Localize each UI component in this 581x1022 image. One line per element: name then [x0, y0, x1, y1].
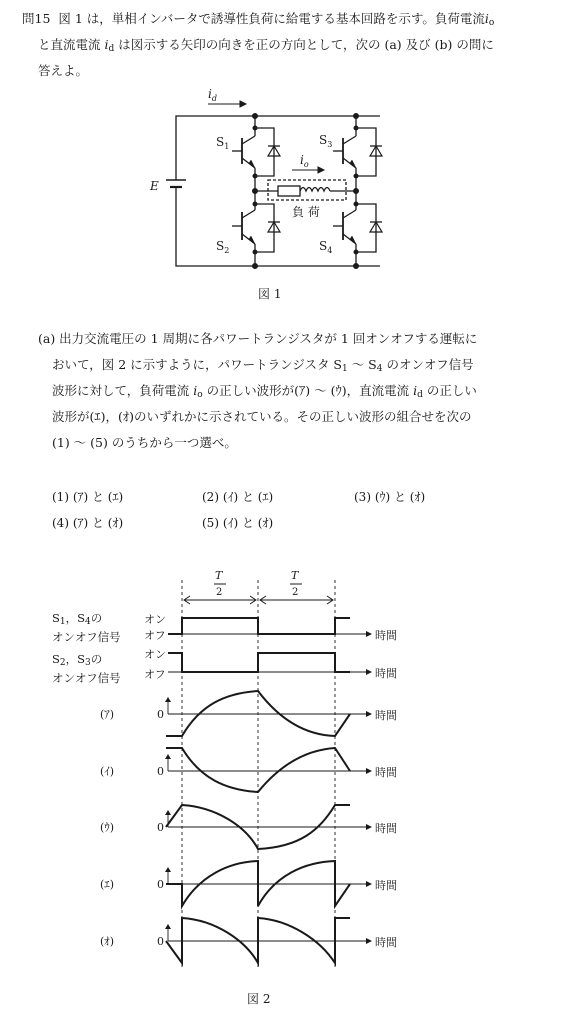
time-label-2: 時間: [375, 667, 397, 680]
wave-label-c: (ｳ): [100, 821, 115, 834]
half-period-2-1: 2: [216, 587, 223, 598]
wave-label-a: (ｱ): [100, 708, 115, 721]
figure-1-circuit: [140, 84, 410, 274]
part-a-text-2: おいて，図 2 に示すように，パワートランジスタ S: [52, 357, 342, 372]
wave-d-trace: [166, 861, 350, 906]
part-a-text-3c: の正しい: [426, 383, 477, 398]
wave-e-trace: [166, 918, 350, 963]
s1-subscript: 1: [342, 364, 348, 374]
s1-label: $S_1$: [216, 135, 230, 151]
question-text-2a: と直流電流: [38, 37, 101, 52]
id-symbol: i: [104, 37, 109, 52]
zero-label-e: 0: [157, 935, 164, 948]
s4-subscript: 4: [376, 364, 383, 374]
time-label-6: 時間: [375, 879, 397, 892]
half-period-T-2: T: [291, 569, 299, 582]
part-a-line-4: 波形が(ｴ)，(ｵ)のいずれかに示されている。その正しい波形の組合せを次の: [52, 409, 472, 424]
s23-signal-label: $S_2$，$S_3$の オンオフ信号: [52, 652, 121, 685]
zero-label-a: 0: [157, 708, 164, 721]
question-text-2b: は図示する矢印の向きを正の方向として，次の (a) 及び (b) の問に: [118, 37, 494, 52]
part-a-text-2c: のオンオフ信号: [382, 357, 474, 372]
choice-2[interactable]: (2) (ｲ) と (ｴ): [202, 490, 274, 504]
part-a-text-3b: の正しい波形が(ｱ) ～ (ｳ)，直流電流: [206, 383, 410, 398]
wave-label-e: (ｵ): [100, 935, 115, 948]
i0-symbol-2: i: [193, 383, 198, 398]
i0-subscript-2: o: [197, 390, 203, 400]
time-label-4: 時間: [375, 766, 397, 779]
question-number: 問15: [22, 11, 51, 26]
s14-on-label: オン: [144, 613, 166, 626]
zero-label-b: 0: [157, 765, 164, 778]
io-label: $i_o$: [300, 153, 309, 169]
zero-label-c: 0: [157, 821, 164, 834]
s2-label: $S_2$: [216, 239, 230, 255]
s23-signal-trace: [168, 653, 350, 672]
question-line-2: [38, 32, 494, 62]
load-label: 負 荷: [292, 205, 320, 219]
id-symbol-2: i: [413, 383, 418, 398]
s14-off-label: オフ: [144, 629, 166, 642]
choice-1[interactable]: (1) (ｱ) と (ｴ): [52, 490, 124, 504]
half-period-T-1: T: [215, 569, 223, 582]
part-a-text-2b: ～ S: [347, 357, 377, 372]
s3-label: $S_3$: [319, 133, 333, 149]
id-subscript: d: [108, 44, 115, 54]
wave-label-b: (ｲ): [100, 765, 115, 778]
s23-on-label: オン: [144, 648, 166, 661]
question-text-1: 図 1 は，単相インバータで誘導性負荷に給電する基本回路を示す。負荷電流: [58, 11, 485, 26]
id-subscript-2: d: [417, 390, 423, 400]
time-label-5: 時間: [375, 822, 397, 835]
question-line-3: [38, 58, 88, 84]
i0-subscript: o: [488, 18, 495, 28]
part-a-line-1: (a) 出力交流電圧の 1 周期に各パワートランジスタが 1 回オンオフする運転に: [38, 331, 478, 346]
s14-signal-label: $S_1$，$S_4$の オンオフ信号: [52, 611, 121, 644]
figure-1-caption: 図 1: [258, 287, 282, 301]
s14-signal-trace: [168, 618, 350, 634]
time-label-1: 時間: [375, 629, 397, 642]
time-label-7: 時間: [375, 936, 397, 949]
s23-off-label: オフ: [144, 668, 166, 681]
choice-5[interactable]: (5) (ｲ) と (ｵ): [202, 516, 274, 530]
i0-symbol: i: [484, 11, 489, 26]
id-label: $i_d$: [208, 87, 217, 103]
figure-2-caption: 図 2: [247, 992, 271, 1006]
part-a-text-3a: 波形に対して，負荷電流: [52, 383, 190, 398]
figure-2-waveforms: [0, 560, 581, 980]
choice-3[interactable]: (3) (ｳ) と (ｵ): [354, 490, 426, 504]
battery-label-E: E: [150, 179, 159, 193]
s4-label: $S_4$: [319, 239, 333, 255]
question-text-3: 答えよ。: [38, 63, 89, 78]
half-period-2-2: 2: [292, 587, 299, 598]
wave-label-d: (ｴ): [100, 878, 115, 891]
zero-label-d: 0: [157, 878, 164, 891]
time-label-3: 時間: [375, 709, 397, 722]
part-a-line-5: (1) ～ (5) のうちから一つ選べ。: [52, 435, 237, 450]
choice-4[interactable]: (4) (ｱ) と (ｵ): [52, 516, 124, 530]
